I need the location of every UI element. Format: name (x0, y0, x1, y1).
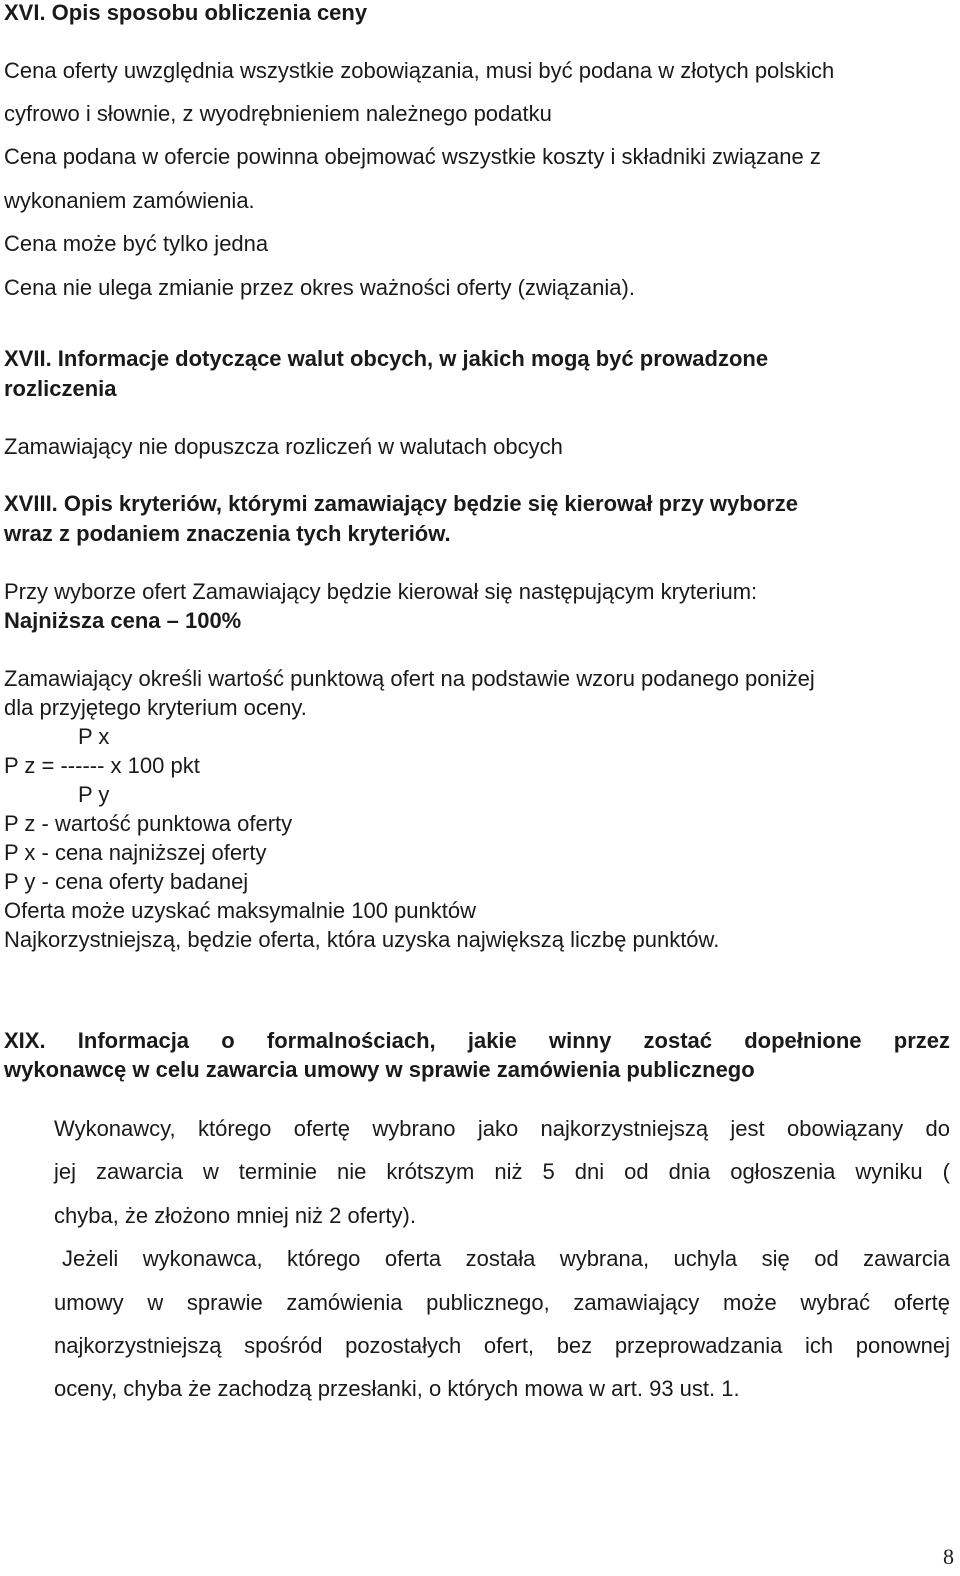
section-17-text: Zamawiający nie dopuszcza rozliczeń w walutach obcych (4, 434, 563, 459)
formula-equation: P z = ------ x 100 pkt (4, 753, 200, 778)
paragraph-line: jej zawarcia w terminie nie krótszym niż 5 dni od dnia ogłoszenia wyniku ( (54, 1159, 950, 1184)
section-16-line: Cena oferty uwzględnia wszystkie zobowiązania, musi być podana w złotych polskich (4, 58, 835, 83)
section-19-heading: XIX. Informacja o formalnościach, jakie winny zostać dopełnione przez (4, 1028, 950, 1053)
section-16-line: Cena może być tylko jedna (4, 231, 269, 256)
definition-line: P x - cena najniższej oferty (4, 840, 267, 865)
paragraph-line: chyba, że złożono mniej niż 2 oferty). (54, 1203, 416, 1228)
paragraph-line: umowy w sprawie zamówienia publicznego, zamawiający może wybrać ofertę (54, 1290, 950, 1315)
paragraph-line: Jeżeli wykonawca, którego oferta została wybrana, uchyla się od zawarcia (62, 1246, 950, 1271)
paragraph-line: oceny, chyba że zachodzą przesłanki, o których mowa w art. 93 ust. 1. (54, 1376, 740, 1401)
section-16-line: cyfrowo i słownie, z wyodrębnieniem należnego podatku (4, 101, 552, 126)
section-17-heading: XVII. Informacje dotyczące walut obcych, w jakich mogą być prowadzone (4, 346, 769, 371)
section-19-heading: wykonawcę w celu zawarcia umowy w sprawie zamówienia publicznego (4, 1057, 755, 1082)
section-16-line: Cena nie ulega zmianie przez okres ważności oferty (związania). (4, 275, 635, 300)
definition-line: Najkorzystniejszą, będzie oferta, która uzyska największą liczbę punktów. (4, 927, 720, 952)
section-18-heading: XVIII. Opis kryteriów, którymi zamawiający będzie się kierował przy wyborze (4, 491, 798, 516)
scoring-text: dla przyjętego kryterium oceny. (4, 695, 307, 720)
formula-numerator: P x (78, 724, 110, 749)
section-16-line: wykonaniem zamówienia. (4, 188, 255, 213)
page-number: 8 (943, 1544, 954, 1569)
criteria-intro: Przy wyborze ofert Zamawiający będzie kierował się następującym kryterium: (4, 579, 758, 604)
scoring-text: Zamawiający określi wartość punktową ofert na podstawie wzoru podanego poniżej (4, 666, 815, 691)
section-17-heading: rozliczenia (4, 376, 117, 401)
definition-line: Oferta może uzyskać maksymalnie 100 punktów (4, 898, 476, 923)
definition-line: P z - wartość punktowa oferty (4, 811, 293, 836)
definition-line: P y - cena oferty badanej (4, 869, 249, 894)
criterion: Najniższa cena – 100% (4, 608, 242, 633)
paragraph-line: najkorzystniejszą spośród pozostałych ofert, bez przeprowadzania ich ponownej (54, 1333, 950, 1358)
section-18-heading: wraz z podaniem znaczenia tych kryteriów. (4, 521, 451, 546)
section-16-heading: XVI. Opis sposobu obliczenia ceny (4, 0, 368, 25)
paragraph-line: Wykonawcy, którego ofertę wybrano jako najkorzystniejszą jest obowiązany do (54, 1116, 950, 1141)
section-16-line: Cena podana w ofercie powinna obejmować wszystkie koszty i składniki związane z (4, 144, 821, 169)
formula-denominator: P y (78, 782, 110, 807)
